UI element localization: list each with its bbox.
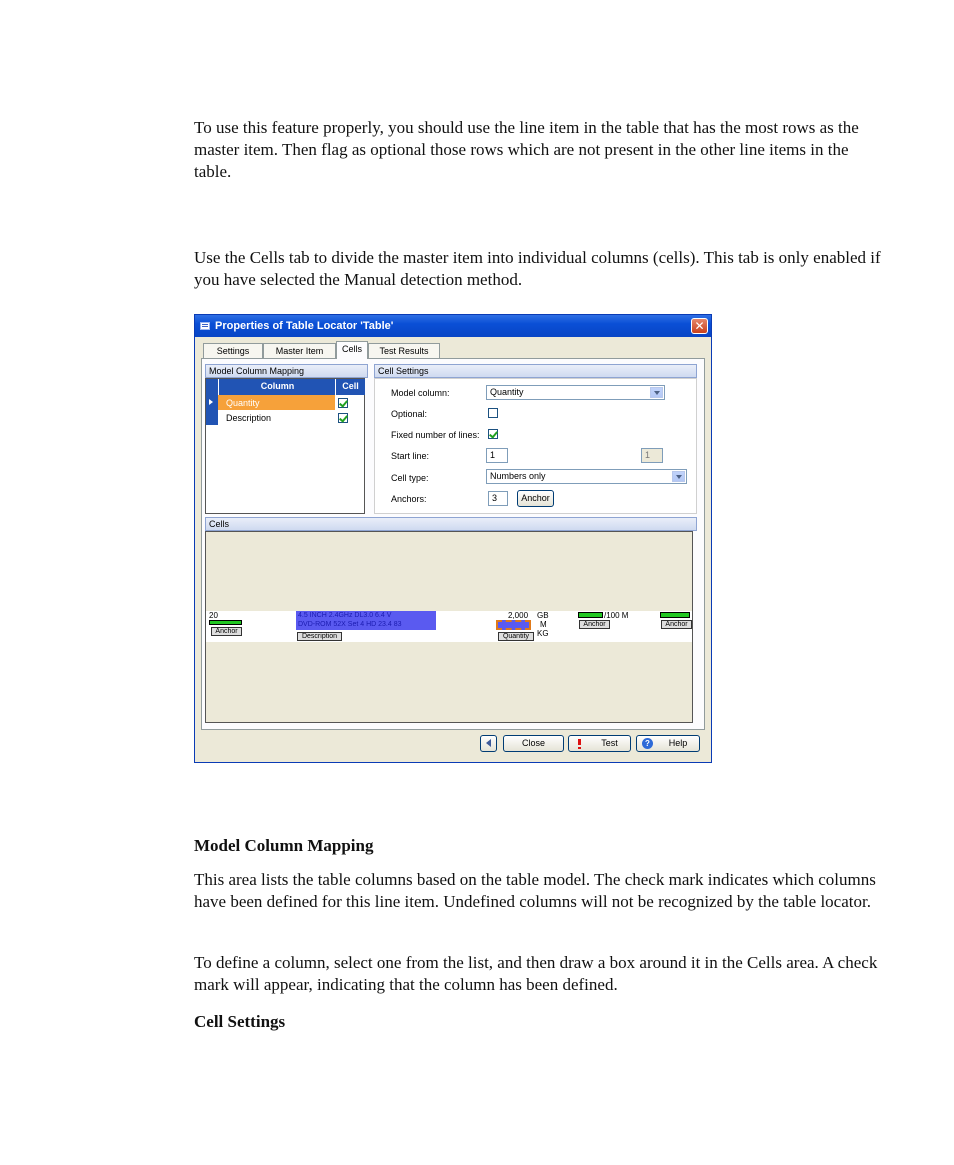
cell-defined-checkbox[interactable]	[338, 413, 348, 423]
check-icon	[339, 413, 348, 422]
model-column-dropdown[interactable]	[486, 385, 665, 400]
anchor-highlight	[209, 620, 242, 625]
description-tag[interactable]: Description	[297, 632, 342, 641]
anchor-highlight	[578, 612, 603, 618]
help-button[interactable]	[636, 735, 700, 752]
anchor-tag[interactable]: Anchor	[211, 627, 242, 636]
cells-area[interactable]	[205, 531, 693, 723]
list-corner	[206, 379, 218, 395]
test-label: Test	[601, 738, 618, 748]
fixed-lines-checkbox[interactable]	[488, 429, 498, 439]
dialog-title: Properties of Table Locator 'Table'	[215, 320, 394, 332]
ocr-unit-gb: GB	[537, 611, 549, 620]
tab-cells[interactable]: Cells	[336, 341, 368, 359]
properties-dialog	[194, 314, 712, 763]
cells-group-header: Cells	[205, 517, 697, 531]
ocr-description-line1: 4.5 INCH 2.4GHz DL3.0 6.4 V	[298, 612, 392, 619]
cell-settings-panel	[374, 378, 697, 514]
row-pointer-icon	[209, 399, 213, 405]
tab-master-item[interactable]: Master Item	[263, 343, 336, 358]
test-button[interactable]	[568, 735, 631, 752]
ocr-rate: /100 M	[604, 611, 629, 620]
model-column-label: Model column:	[391, 388, 450, 398]
row-label: Quantity	[226, 398, 260, 408]
fixed-lines-label: Fixed number of lines:	[391, 430, 480, 440]
list-item[interactable]	[206, 410, 363, 425]
anchor-highlight	[660, 612, 690, 618]
close-label: Close	[521, 738, 545, 748]
optional-label: Optional:	[391, 409, 428, 419]
row-selector	[206, 410, 218, 425]
tab-settings[interactable]: Settings	[203, 343, 263, 358]
start-line-label: Start line:	[391, 451, 430, 461]
anchors-label: Anchors:	[391, 494, 427, 504]
ocr-unit-m: M	[540, 620, 547, 629]
check-icon	[339, 398, 348, 407]
optional-checkbox[interactable]	[488, 408, 498, 418]
mapping-group-header: Model Column Mapping	[205, 364, 368, 378]
check-icon	[489, 429, 498, 438]
cells-tab-paragraph: Use the Cells tab to divide the master item into individual columns (cells). This tab is only enabled if you have selected the Manual detection method.	[194, 248, 881, 289]
anchor-tag[interactable]: Anchor	[661, 620, 692, 629]
start-line-field[interactable]: 1	[486, 448, 508, 463]
end-line-field[interactable]: 1	[641, 448, 663, 463]
column-mapping-list[interactable]	[205, 378, 365, 514]
tab-test-results[interactable]: Test Results	[368, 343, 440, 358]
ocr-quantity: 2,000	[508, 611, 529, 620]
close-button[interactable]	[503, 735, 564, 752]
model-column-value: Quantity	[490, 387, 524, 397]
arrow-left-icon	[486, 739, 491, 747]
close-window-button[interactable]: ✕	[691, 318, 708, 334]
quantity-tag[interactable]: Quantity	[498, 632, 534, 641]
chevron-down-icon[interactable]	[650, 387, 663, 398]
exclamation-icon	[578, 739, 581, 745]
list-item[interactable]	[206, 395, 363, 410]
row-label: Description	[226, 413, 272, 423]
ocr-description-line2: DVD-ROM 52X Set 4 HD 23.4 83	[298, 621, 402, 628]
help-label: Help	[668, 738, 688, 748]
cell-defined-checkbox[interactable]	[338, 398, 348, 408]
cell-settings-heading: Cell Settings	[194, 1012, 286, 1031]
cell-type-dropdown[interactable]	[486, 469, 687, 484]
collapse-button[interactable]	[480, 735, 497, 752]
cell-settings-header: Cell Settings	[374, 364, 697, 378]
cell-type-label: Cell type:	[391, 473, 429, 483]
window-icon	[200, 322, 210, 330]
model-column-mapping-heading: Model Column Mapping	[194, 836, 374, 855]
help-icon: ?	[642, 738, 653, 749]
anchors-field[interactable]: 3	[488, 491, 508, 506]
ocr-unit-kg: KG	[537, 629, 549, 638]
ocr-line-number: 20	[209, 611, 218, 620]
define-column-paragraph: To define a column, select one from the list, and then draw a box around it in the Cells area. A check mark will appear, indicating that the column has been defined.	[194, 953, 878, 994]
line-item-strip[interactable]	[206, 611, 692, 642]
cell-type-value: Numbers only	[490, 471, 546, 481]
chevron-down-icon[interactable]	[672, 471, 685, 482]
intro-paragraph: To use this feature properly, you should use the line item in the table that has the most rows as the master item. Then flag as optional those rows which are not present in the other line items in the table.	[194, 118, 859, 181]
column-header[interactable]: Column	[218, 379, 336, 395]
exclamation-dot	[578, 747, 581, 749]
cells-tab-panel	[201, 358, 705, 730]
anchor-button[interactable]: Anchor	[517, 490, 554, 507]
dialog-titlebar[interactable]	[195, 315, 711, 337]
anchor-tag[interactable]: Anchor	[579, 620, 610, 629]
cell-header[interactable]: Cell	[335, 379, 365, 395]
mapping-paragraph: This area lists the table columns based on the table model. The check mark indicates which columns have been defined for this line item. Undefined columns will not be recognized by the table locator.	[194, 870, 876, 911]
quantity-cell-box[interactable]	[496, 620, 531, 630]
